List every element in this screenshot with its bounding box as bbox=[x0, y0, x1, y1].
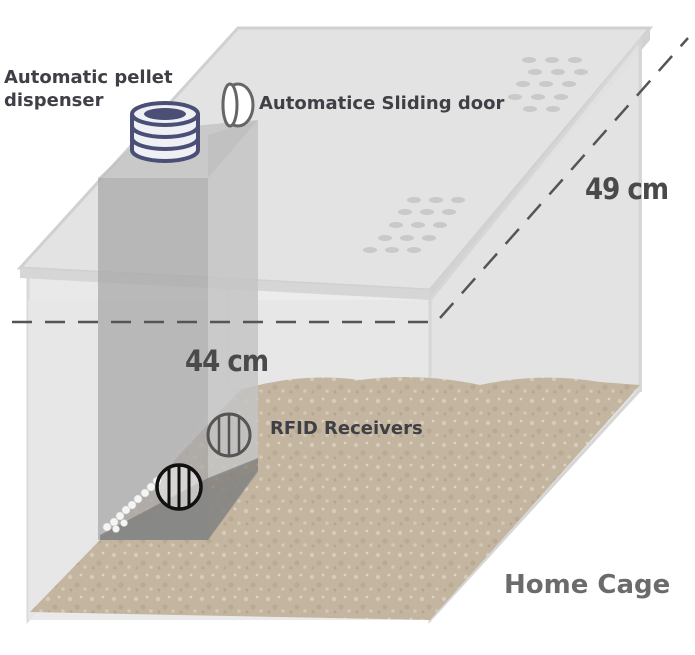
pellet-dispenser-label: Automatic pellet dispenser bbox=[4, 67, 173, 111]
rfid-receiver-back-icon bbox=[208, 414, 250, 456]
rfid-receivers-label: RFID Receivers bbox=[270, 418, 423, 439]
rfid-receiver-front-icon bbox=[157, 465, 201, 509]
sliding-door-label: Automatice Sliding door bbox=[259, 93, 505, 114]
home-cage-label: Home Cage bbox=[504, 570, 671, 600]
depth-dimension-label: 49 cm bbox=[585, 172, 669, 206]
height-dimension-label: 44 cm bbox=[185, 344, 269, 378]
sliding-door-icon bbox=[223, 84, 253, 126]
